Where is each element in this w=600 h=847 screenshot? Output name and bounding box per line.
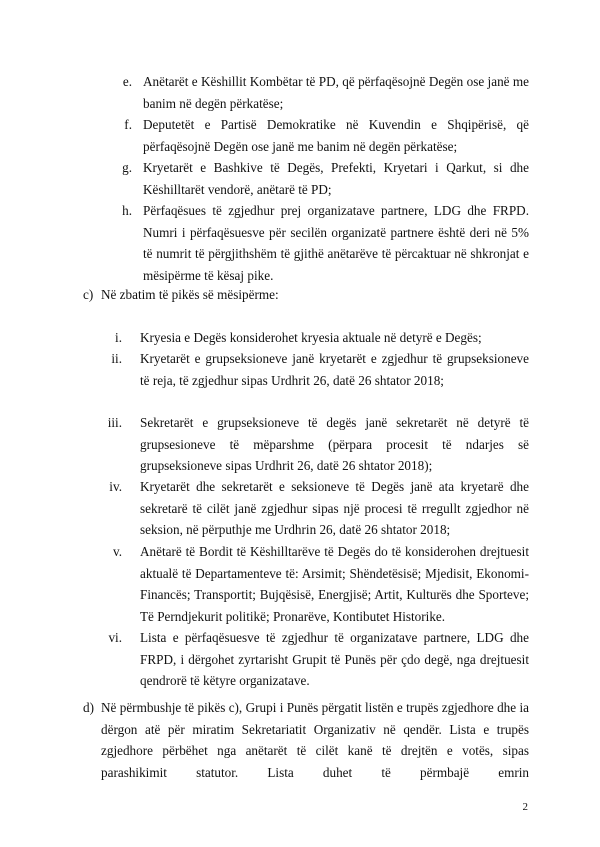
- list-item: Kryetarët e grupseksioneve janë kryetarët e zgjedhur të grupseksioneve të reja, të zgjedhur sipas Urdhrit 26, datë 26 shtator 2018;: [140, 351, 529, 388]
- list-item: Përfaqësues të zgjedhur prej organizatave partnere, LDG dhe FRPD. Numri i përfaqësuesve për secilën organizatë partnere është deri në 5% të numrit të përgjithshëm të gjithë anëtarëve të përcaktuar në shkronjat e mësipërme të kësaj pike.: [143, 203, 529, 283]
- list-item: Kryetarët e Bashkive të Degës, Prefekti, Kryetari i Qarkut, si dhe Këshilltarët vendorë, anëtarë të PD;: [143, 160, 529, 197]
- list-item: Lista e përfaqësuesve të zgjedhur të organizatave partnere, LDG dhe FRPD, i dërgohet zyrtarisht Grupit të Punës për çdo degë, nga drejtuesit qendrorë të këtyre organizatave.: [140, 630, 529, 688]
- list-marker: iv.: [109, 479, 122, 494]
- list-item: Sekretarët e grupseksioneve të degës janë sekretarët në detyrë të grupsesioneve të mëparshme (përpara procesit të ndarjes së grupseksioneve sipas Urdhrit 26, datë 26 shtator 2018);: [140, 415, 529, 473]
- list-item: Kryesia e Degës konsiderohet kryesia aktuale në detyrë e Degës;: [140, 330, 482, 345]
- list-marker: g.: [122, 160, 132, 175]
- list-marker: ii.: [111, 351, 122, 366]
- list-marker: e.: [122, 74, 132, 89]
- list-item: Deputetët e Partisë Demokratike në Kuvendin e Shqipërisë, që përfaqësojnë Degën ose janë me banim në degën përkatëse;: [143, 117, 529, 154]
- list-item: Anëtarë të Bordit të Këshilltarëve të Degës do të konsiderohen drejtuesit aktualë të Departamenteve të: Arsimit; Shëndetësisë; Mjedisit, Ekonomi-Financës; Transportit; Bujqësisë, Energjisë; Artit, Kulturës dhe Sporteve; Të Perndjekurit politikë; Pronarëve, Kontibutet Historike.: [140, 544, 529, 624]
- list-marker: i.: [115, 330, 122, 345]
- list-marker: vi.: [108, 630, 122, 645]
- list-marker: iii.: [107, 415, 122, 430]
- list-item: Kryetarët dhe sekretarët e seksioneve të Degës janë ata kryetarë dhe sekretarë të cilët janë zgjedhur sipas një procesi të rregullt zgjedhor në seksion, në përputhje me Urdhrin 26, datë 26 shtator 2018;: [140, 479, 529, 537]
- section-intro: Në zbatim të pikës së mësipërme:: [101, 287, 279, 302]
- list-item: Anëtarët e Këshillit Kombëtar të PD, që përfaqësojnë Degën ose janë me banim në degën përkatëse;: [143, 74, 529, 111]
- list-marker: h.: [122, 203, 132, 218]
- section-paragraph: Në përmbushje të pikës c), Grupi i Punës përgatit listën e trupës zgjedhore dhe ia dërgon atë për miratim Sekretariatit Organizativ në qendër. Lista e trupës zgjedhore përbëhet nga anëtarët të cilët kanë të drejtën e votës, sipas parashikimit statutor. Lista duhet të përmbajë emrin: [101, 700, 529, 780]
- list-marker: f.: [124, 117, 132, 132]
- section-marker: d): [83, 700, 94, 715]
- section-marker: c): [83, 287, 94, 302]
- page-number: 2: [522, 801, 528, 813]
- list-marker: v.: [112, 544, 122, 559]
